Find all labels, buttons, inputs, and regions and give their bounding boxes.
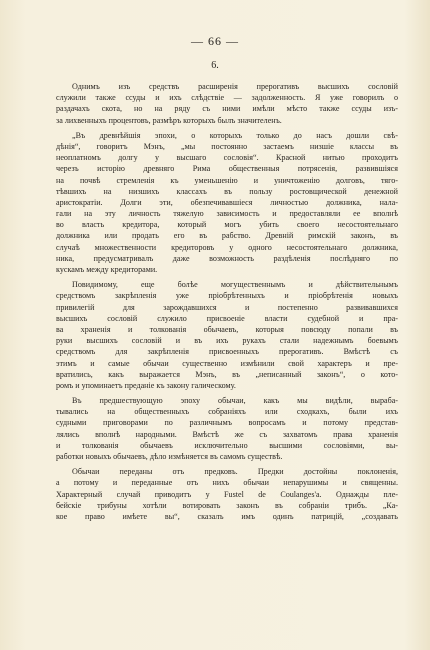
text-line: вратились, какъ выражается Мэнъ, въ „неписанный законъ“, о кото-: [56, 369, 398, 379]
text-line: этимъ и самые обычаи существенно измѣнили свой характеръ и пре-: [56, 358, 398, 368]
text-line: бейскіе трибуны хотѣли вотировать законъ въ собраніи трибъ. „Ка-: [56, 500, 398, 510]
text-line: Повидимому, еще болѣе могущественнымъ и дѣйствительнымъ: [72, 280, 398, 290]
text-line: средствомъ закрѣпленія уже пріобрѣтенныхъ и пріобрѣтенія новыхъ: [56, 291, 398, 301]
text-line: а потому и переданные отъ нихъ обычаи непарушимы и священны.: [56, 478, 398, 488]
paragraph: [56, 279, 398, 391]
paragraph: [56, 81, 398, 126]
text-line: Характерный случай приводитъ у Fustel de Coulanges'а. Однажды пле-: [56, 489, 398, 499]
text-line: Обычаи переданы отъ предковъ. Предки достойны поклоненія,: [72, 467, 398, 477]
text-line: работки новыхъ обычаевъ, дѣло измѣняется въ самомъ существѣ.: [56, 452, 283, 461]
text-line: кое право имѣете вы“, сказалъ имъ одинъ патрицій, „создавать: [56, 511, 398, 521]
text-line: высшихъ сословій служило присвоеніе власти судебной и пра-: [56, 313, 398, 323]
text-line: привилегій для зарождавшихся и постепенно развивавшихся: [56, 302, 398, 312]
text-line: за лихвенныхъ процентовъ, размѣръ которыхъ былъ значителенъ.: [56, 115, 282, 125]
text-line: неоплатномъ долгу у высшаго сословія“. Красной нитью проходитъ: [56, 153, 398, 163]
text-line: на почвѣ стремленія къ уменьшенію и уничтоженію долговъ, тяго-: [56, 175, 398, 185]
text-line: лялись вполнѣ народными. Вмѣстѣ же съ захватомъ права храненія: [56, 429, 398, 439]
text-line: раздачахъ скота, но на ряду съ ними имѣли мѣсто также ссуды изъ-: [56, 104, 398, 114]
text-line: ника, предусматривалъ даже возможность раздѣленія послѣдняго по: [56, 253, 398, 263]
paragraph: [56, 466, 398, 522]
text-line: гали на эту личность тяжелую зависимость и предоставляли ее вполнѣ: [56, 209, 398, 219]
text-line: случаѣ множественности кредиторовъ у одного несостоятельнаго должника,: [56, 242, 398, 252]
text-line: кускамъ между кредиторами.: [56, 265, 158, 274]
text-line: черезъ исторію древняго Рима общественныя потрясенія, развившіяся: [56, 164, 398, 174]
text-line: Однимъ изъ средствъ расширенія прерогативъ высшихъ сословій: [72, 82, 398, 91]
text-line: служили также ссуды и ихъ слѣдствіе — задолженность. Я уже говорилъ о: [56, 93, 398, 103]
body-text: [56, 81, 398, 526]
text-line: должника или продать его въ рабство. Древній римскій законъ, въ: [56, 231, 398, 241]
text-line: Въ предшествующую эпоху обычаи, какъ мы видѣли, выраба-: [72, 396, 398, 406]
text-line: судными приговорами по различнымъ вопросамъ и потому представ-: [56, 418, 398, 428]
paragraph: [56, 130, 398, 275]
text-line: ва храненія и толкованія обычаевъ, которыя повсюду попали въ: [56, 324, 398, 334]
text-line: во власть кредитора, который могъ убить своего несостоятельнаго: [56, 220, 398, 230]
text-line: тѣвшихъ на низшихъ классахъ въ пользу ростовщической денежной: [56, 186, 398, 196]
text-line: дѣнія“, говоритъ Мэнъ, „мы постоянно застаемъ низшіе классы въ: [56, 141, 398, 151]
text-line: аристократіи. Долги эти, обезпечивавшіеся личностью должника, нала-: [56, 197, 398, 207]
paragraph: [56, 395, 398, 462]
text-line: „Въ древнѣйшія эпохи, о которыхъ только до насъ дошли свѣ-: [72, 130, 398, 140]
text-line: руки высшихъ сословій и въ ихъ рукахъ стали надежнымъ боевымъ: [56, 336, 398, 346]
text-line: тывались на общественныхъ собраніяхъ или сходкахъ, были ихъ: [56, 407, 398, 417]
text-line: средствомъ для закрѣпленія присвоенныхъ прерогативъ. Вмѣстѣ съ: [56, 347, 398, 357]
text-line: ромъ и упоминаетъ преданіе къ закону галическому.: [56, 380, 236, 390]
page-number: — 66 —: [191, 34, 239, 48]
text-line: и толкованія обычаевъ исключительно высшими сословіями, вы-: [56, 440, 398, 450]
section-number: 6.: [211, 60, 219, 71]
